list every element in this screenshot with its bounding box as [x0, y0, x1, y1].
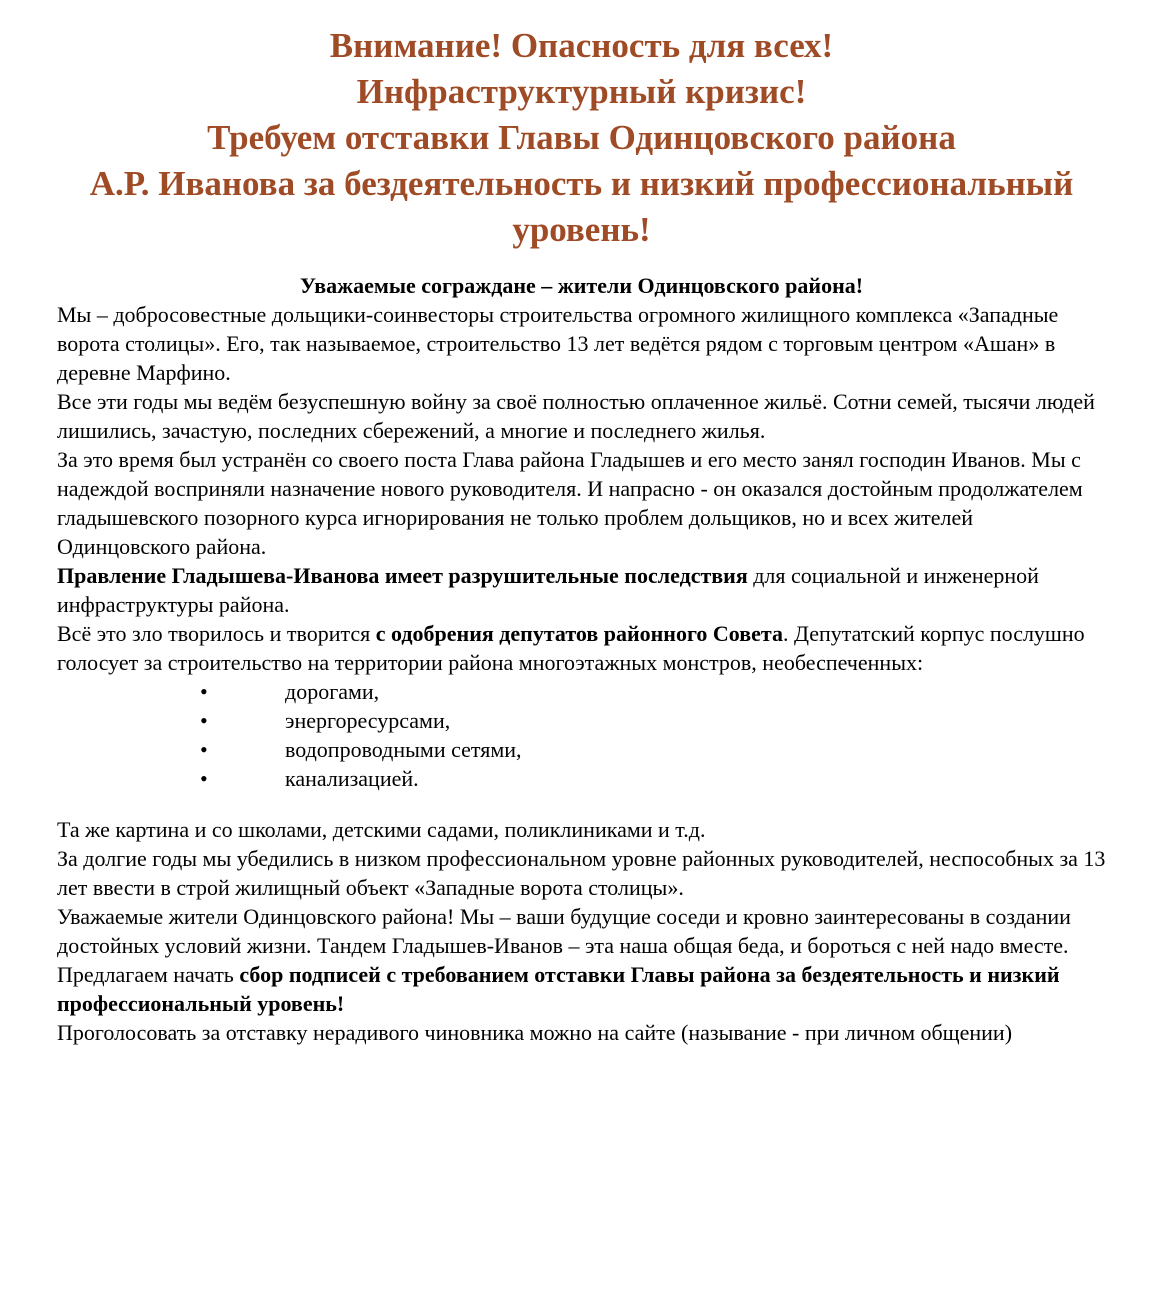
paragraph: [57, 387, 1106, 445]
text-run: Предлагаем начать: [57, 962, 240, 987]
list-item: [57, 706, 1106, 735]
paragraph: [57, 300, 1106, 387]
text-run: Все эти годы мы ведём безуспешную войну за своё полностью оплаченное жильё. Сотни семей, тысячи людей лишились, зачастую, последних сбережений, а многие и последнего жилья.: [57, 389, 1095, 443]
title-line: А.Р. Иванова за бездеятельность и низкий профессиональный: [89, 164, 1074, 203]
bullet-icon: •: [200, 737, 208, 762]
text-run: Та же картина и со школами, детскими садами, поликлиниками и т.д.: [57, 817, 706, 842]
paragraph: [57, 960, 1106, 1018]
list-item: [57, 735, 1106, 764]
text-run: Проголосовать за отставку нерадивого чиновника можно на сайте (называние - при личном общении): [57, 1020, 1013, 1045]
title-line: Требуем отставки Главы Одинцовского района: [207, 118, 956, 157]
text-run: Мы – добросовестные дольщики-соинвесторы строительства огромного жилищного комплекса «Западные ворота столицы». Его, так называемое, строительство 13 лет ведётся рядом с торговым центром «Ашан» в деревне Марфино.: [57, 302, 1059, 385]
paragraph: [57, 619, 1106, 677]
bold-text-run: Правление Гладышева-Иванова имеет разрушительные последствия: [57, 563, 748, 588]
list-item: [57, 764, 1106, 793]
list-item: [57, 677, 1106, 706]
text-run: За это время был устранён со своего поста Глава района Гладышев и его место занял господин Иванов. Мы с надеждой восприняли назначение нового руководителя. И напрасно - он оказался достойным продолжателем гладышевского позорного курса игнорирования не только проблем дольщиков, но и всех жителей Одинцовского района.: [57, 447, 1083, 559]
paragraph: [57, 445, 1106, 561]
text-run: . Депутатский корпус послушно голосует за строительство на территории района многоэтажных монстров, необеспеченных:: [57, 621, 1085, 675]
paragraph: [57, 561, 1106, 619]
document-body: [57, 271, 1106, 1047]
text-run: За долгие годы мы убедились в низком профессиональном уровне районных руководителей, неспособных за 13 лет ввести в строй жилищный объект «Западные ворота столицы».: [57, 846, 1106, 900]
title-line: уровень!: [512, 210, 651, 249]
list-item-label: водопроводными сетями,: [285, 737, 522, 762]
paragraph: [57, 844, 1106, 902]
list-item-label: дорогами,: [285, 679, 380, 704]
paragraph: [57, 815, 1106, 844]
shortage-bullet-list: [57, 677, 1106, 793]
bold-text-run: сбор подписей с требованием отставки Главы района за бездеятельность и низкий профессиональный уровень!: [57, 962, 1060, 1016]
title-line: Внимание! Опасность для всех!: [329, 26, 834, 65]
bullet-icon: •: [200, 708, 208, 733]
bold-text-run: с одобрения депутатов районного Совета: [375, 621, 783, 646]
text-run: Всё это зло творилось и творится: [57, 621, 376, 646]
list-item-label: канализацией.: [285, 766, 419, 791]
bullet-icon: •: [200, 766, 208, 791]
salutation-heading: Уважаемые сограждане – жители Одинцовского района!: [299, 273, 864, 298]
paragraph: [57, 1018, 1106, 1047]
document-title: [57, 23, 1106, 253]
paragraph: [57, 902, 1106, 960]
text-run: для социальной и инженерной инфраструктуры района.: [57, 563, 1039, 617]
bullet-icon: •: [200, 679, 208, 704]
text-run: Уважаемые жители Одинцовского района! Мы – ваши будущие соседи и кровно заинтересованы в создании достойных условий жизни. Тандем Гладышев-Иванов – эта наша общая беда, и бороться с ней надо вместе.: [57, 904, 1071, 958]
list-item-label: энергоресурсами,: [285, 708, 451, 733]
title-line: Инфраструктурный кризис!: [356, 72, 807, 111]
